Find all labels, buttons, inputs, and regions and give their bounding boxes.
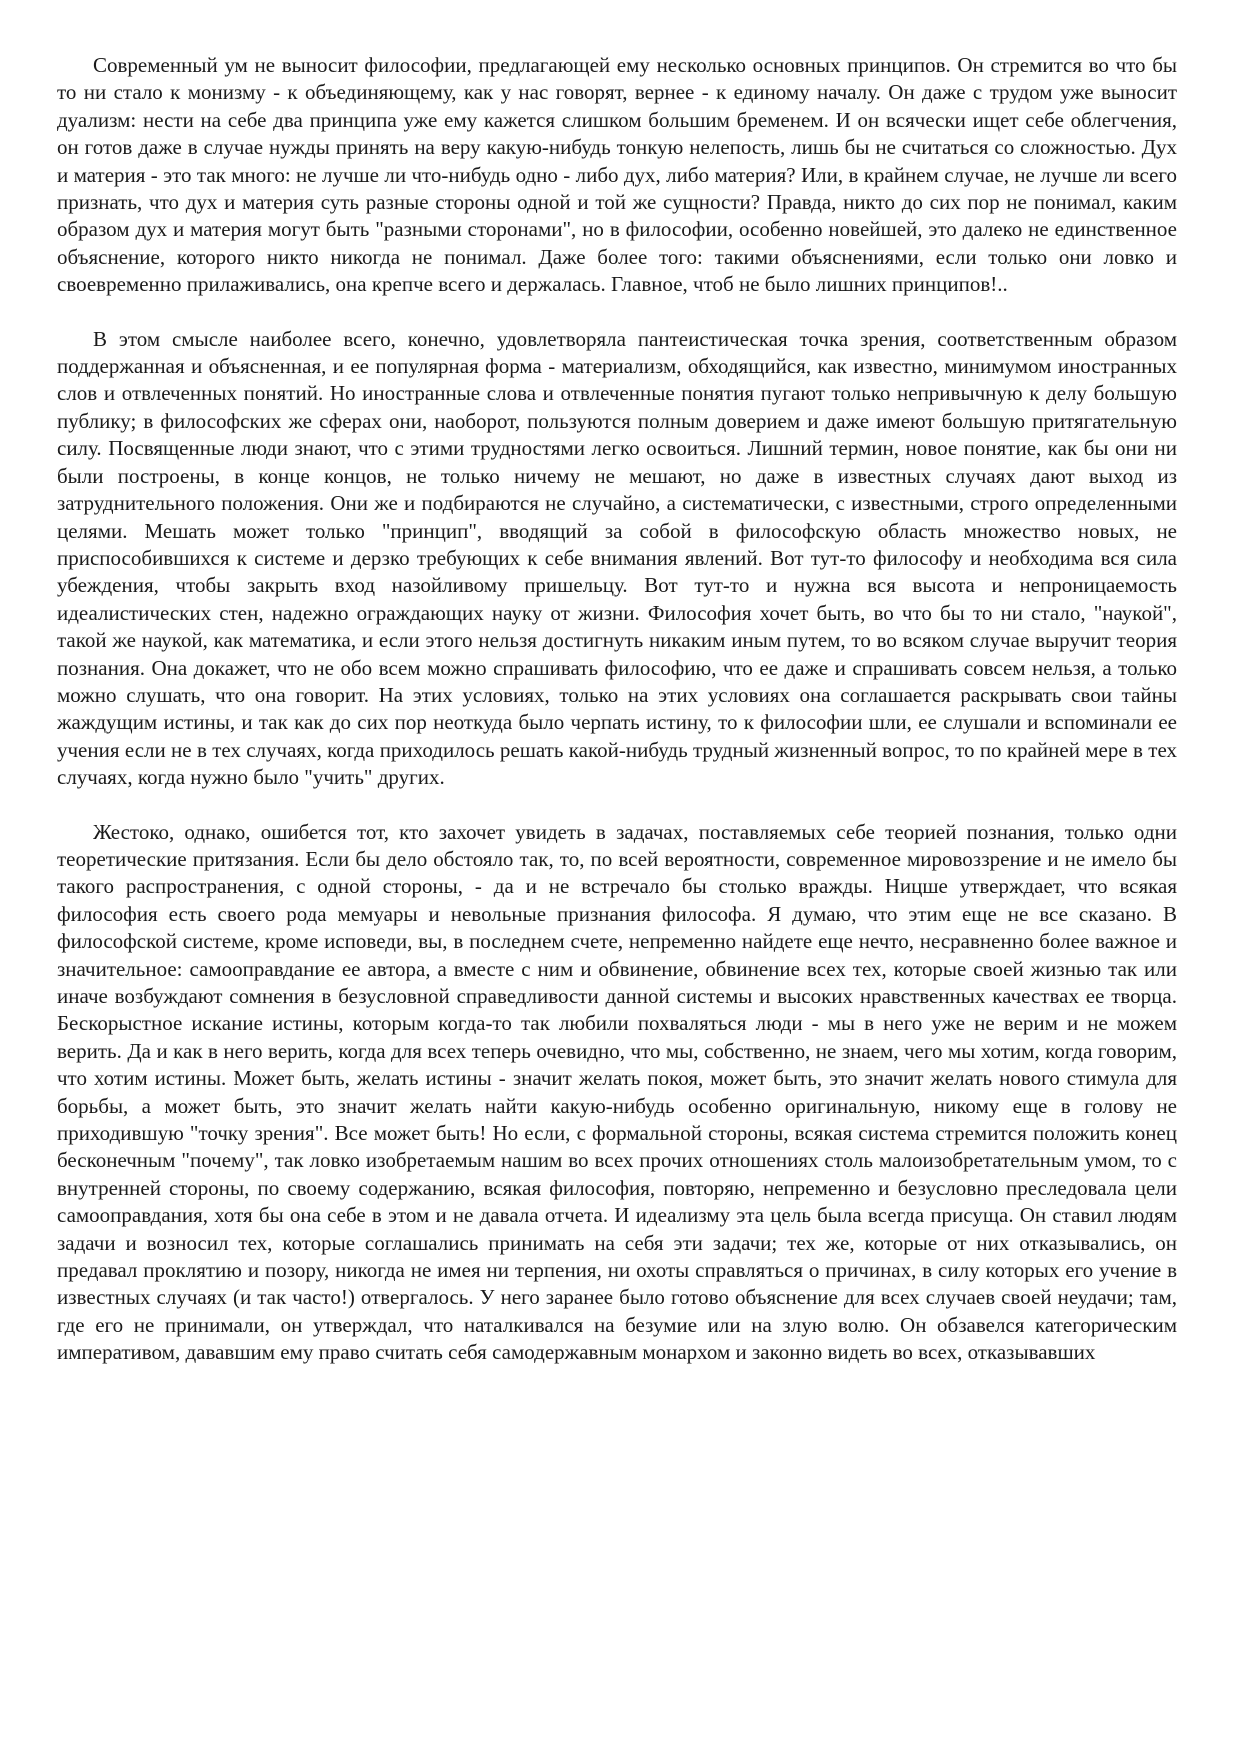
document-page bbox=[57, 52, 1177, 1367]
paragraph: Современный ум не выносит философии, предлагающей ему несколько основных принципов. Он стремится во что бы то ни стало к монизму - к объединяющему, как у нас говорят, вернее - к единому началу. Он даже с трудом уже выносит дуализм: нести на себе два принципа уже ему кажется слишком большим бременем. И он всячески ищет себе облегчения, он готов даже в случае нужды принять на веру какую-нибудь тонкую нелепость, лишь бы не считаться со сложностью. Дух и материя - это так много: не лучше ли что-нибудь одно - либо дух, либо материя? Или, в крайнем случае, не лучше ли всего признать, что дух и материя суть разные стороны одной и той же сущности? Правда, никто до сих пор не понимал, каким образом дух и материя могут быть "разными сторонами", но в философии, особенно новейшей, это далеко не единственное объяснение, которого никто никогда не понимал. Даже более того: такими объяснениями, если только они ловко и своевременно прилаживались, она крепче всего и держалась. Главное, чтоб не было лишних принципов!.. bbox=[57, 53, 1177, 297]
paragraph: Жестоко, однако, ошибется тот, кто захочет увидеть в задачах, поставляемых себе теорией познания, только одни теоретические притязания. Если бы дело обстояло так, то, по всей вероятности, современное мировоззрение и не имело бы такого распространения, с одной стороны, - да и не встречало бы столько вражды. Ницше утверждает, что всякая философия есть своего рода мемуары и невольные признания философа. Я думаю, что этим еще не все сказано. В философской системе, кроме исповеди, вы, в последнем счете, непременно найдете еще нечто, несравненно более важное и значительное: самооправдание ее автора, а вместе с ним и обвинение, обвинение всех тех, которые своей жизнью так или иначе возбуждают сомнения в безусловной справедливости данной системы и высоких нравственных качествах ее творца. Бескорыстное искание истины, которым когда-то так любили похваляться люди - мы в него уже не верим и не можем верить. Да и как в него верить, когда для всех теперь очевидно, что мы, собственно, не знаем, чего мы хотим, когда говорим, что хотим истины. Может быть, желать истины - значит желать покоя, может быть, это значит желать нового стимула для борьбы, а может быть, это значит желать найти какую-нибудь особенно оригинальную, никому еще в голову не приходившую "точку зрения". Все может быть! Но если, с формальной стороны, всякая система стремится положить конец бесконечным "почему", так ловко изобретаемым нашим во всех прочих отношениях столь малоизобретательным умом, то с внутренней стороны, по своему содержанию, всякая философия, повторяю, непременно и безусловно преследовала цели самооправдания, хотя бы она себе в этом и не давала отчета. И идеализму эта цель была всегда присуща. Он ставил людям задачи и возносил тех, которые соглашались принимать на себя эти задачи; тех же, которые от них отказывались, он предавал проклятию и позору, никогда не имея ни терпения, ни охоты справляться о причинах, в силу которых его учение в известных случаях (и так часто!) отвергалось. У него заранее было готово объяснение для всех случаев своей неудачи; там, где его не принимали, он утверждал, что наталкивался на безумие или на злую волю. Он обзавелся категорическим императивом, дававшим ему право считать себя самодержавным монархом и законно видеть во всех, отказывавших bbox=[57, 819, 1177, 1365]
paragraph: В этом смысле наиболее всего, конечно, удовлетворяла пантеистическая точка зрения, соответственным образом поддержанная и объясненная, и ее популярная форма - материализм, обходящийся, как известно, минимумом иностранных слов и отвлеченных понятий. Но иностранные слова и отвлеченные понятия пугают только непривычную к делу большую публику; в философских же сферах они, наоборот, пользуются полным доверием и даже имеют большую притягательную силу. Посвященные люди знают, что с этими трудностями легко освоиться. Лишний термин, новое понятие, как бы они ни были построены, в конце концов, не только ничему не мешают, но даже в известных случаях дают выход из затруднительного положения. Они же и подбираются не случайно, а систематически, с известными, строго определенными целями. Мешать может только "принцип", вводящий за собой в философскую область множество новых, не приспособившихся к системе и дерзко требующих к себе внимания явлений. Вот тут-то философу и необходима вся сила убеждения, чтобы закрыть вход назойливому пришельцу. Вот тут-то и нужна вся высота и непроницаемость идеалистических стен, надежно ограждающих науку от жизни. Философия хочет быть, во что бы то ни стало, "наукой", такой же наукой, как математика, и если этого нельзя достигнуть никаким иным путем, то во всяком случае выручит теория познания. Она докажет, что не обо всем можно спрашивать философию, что ее даже и спрашивать совсем нельзя, а только можно слушать, что она говорит. На этих условиях, только на этих условиях она соглашается раскрывать свои тайны жаждущим истины, и так как до сих пор неоткуда было черпать истину, то к философии шли, ее слушали и вспоминали ее учения если не в тех случаях, когда приходилось решать какой-нибудь трудный жизненный вопрос, то по крайней мере в тех случаях, когда нужно было "учить" других. bbox=[57, 326, 1177, 790]
